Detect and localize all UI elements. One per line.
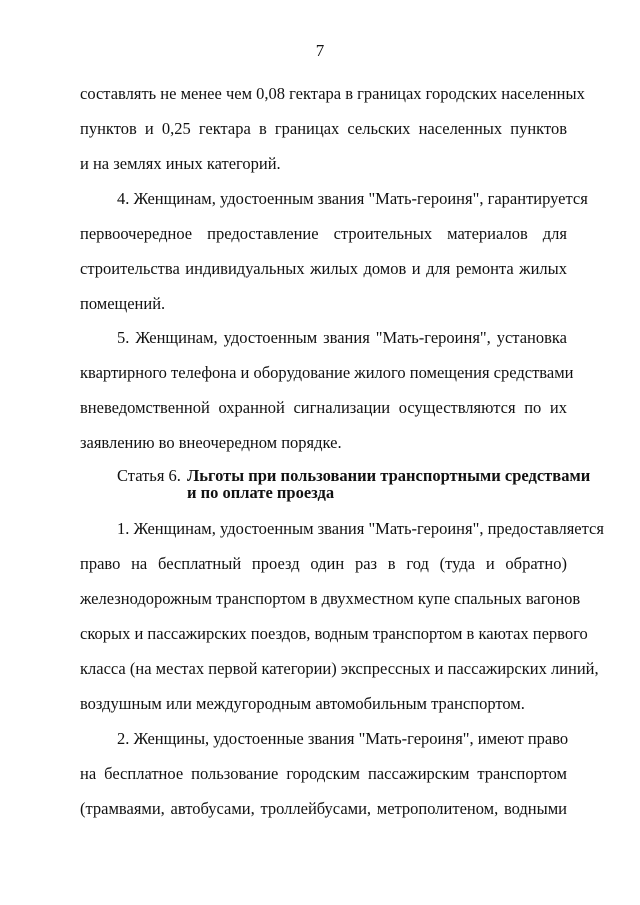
paragraph-line: квартирного телефона и оборудование жилого помещения средствами [80, 363, 574, 382]
paragraph-line: и на землях иных категорий. [80, 154, 281, 173]
paragraph-line: помещений. [80, 294, 166, 313]
paragraph-line: воздушным или междугородным автомобильным транспортом. [80, 694, 525, 713]
paragraph-line: строительства индивидуальных жилых домов и для ремонта жилых [80, 259, 567, 278]
paragraph-line: 1. Женщинам, удостоенным звания "Мать-героиня", предоставляется [117, 519, 604, 538]
paragraph-line: класса (на местах первой категории) экспрессных и пассажирских линий, [80, 659, 599, 678]
page-number: 7 [315, 41, 325, 60]
article-title-line: и по оплате проезда [187, 483, 335, 502]
paragraph-line: пунктов и 0,25 гектара в границах сельских населенных пунктов [80, 119, 567, 138]
paragraph-line: составлять не менее чем 0,08 гектара в границах городских населенных [80, 84, 585, 103]
paragraph-line: право на бесплатный проезд один раз в год (туда и обратно) [80, 554, 567, 573]
paragraph-line: на бесплатное пользование городским пассажирским транспортом [80, 764, 567, 783]
paragraph-line: (трамваями, автобусами, троллейбусами, метрополитеном, водными [80, 799, 567, 818]
paragraph-line: 2. Женщины, удостоенные звания "Мать-героиня", имеют право [117, 729, 569, 748]
paragraph-line: 5. Женщинам, удостоенным звания "Мать-героиня", установка [117, 328, 567, 347]
article-label: Статья 6. [117, 466, 181, 485]
paragraph-line: вневедомственной охранной сигнализации осуществляются по их [80, 398, 567, 417]
paragraph-line: первоочередное предоставление строительных материалов для [80, 224, 567, 243]
paragraph-line: заявлению во внеочередном порядке. [80, 433, 342, 452]
paragraph-line: 4. Женщинам, удостоенным звания "Мать-героиня", гарантируется [117, 189, 588, 208]
paragraph-line: железнодорожным транспортом в двухместном купе спальных вагонов [80, 589, 581, 608]
article-title-line: Льготы при пользовании транспортными средствами [187, 466, 591, 485]
paragraph-line: скорых и пассажирских поездов, водным транспортом в каютах первого [80, 624, 588, 643]
